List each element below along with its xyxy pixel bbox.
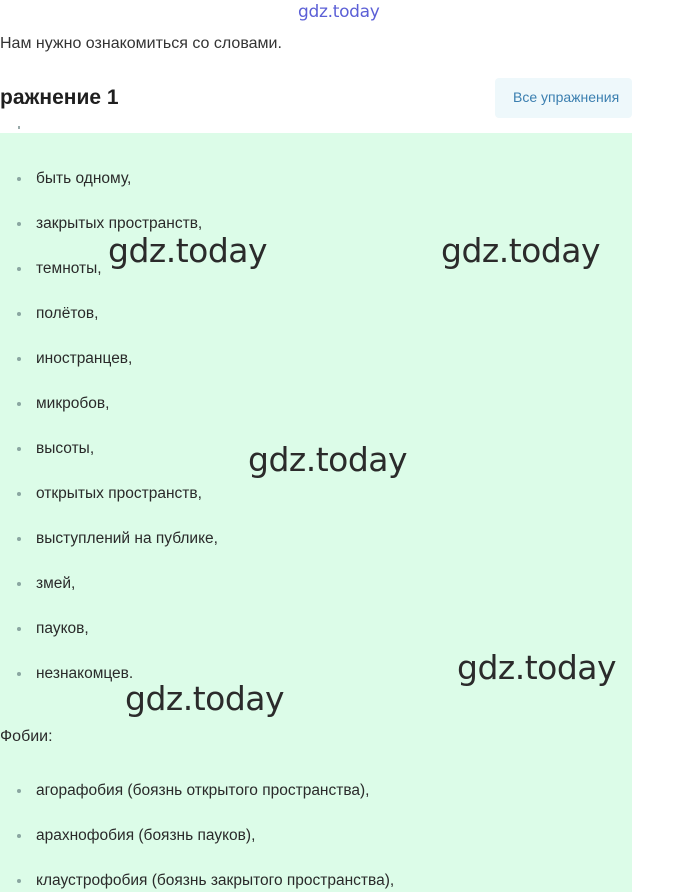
bullet-icon [17,879,21,883]
list-item-text: змей, [36,575,76,592]
bullet-icon [17,447,21,451]
bullet-icon [17,789,21,793]
list-item-text: пауков, [36,620,89,637]
list-item [0,349,218,394]
list-item-text: открытых пространств, [36,485,202,502]
phobias-list [0,781,394,892]
watermark: gdz.today [441,231,601,270]
intro-text: Нам нужно ознакомиться со словами. [0,35,282,52]
list-item-text: быть одному, [36,170,132,187]
list-item [0,781,394,826]
list-item-text: арахнофобия (боязнь пауков), [36,827,256,844]
watermark: gdz.today [457,648,617,687]
phobias-label: Фобии: [0,728,53,745]
list-item [0,439,218,484]
list-item-text: закрытых пространств, [36,215,203,232]
list-item [0,394,218,439]
bullet-icon [17,222,21,226]
watermark-top: gdz.today [298,2,380,22]
list-item [0,304,218,349]
list-item-text: выступлений на публике, [36,530,218,547]
bullet-icon [17,357,21,361]
list-item-text: незнакомцев. [36,665,134,682]
list-item [0,871,394,892]
bullet-icon [17,177,21,181]
bullet-icon [17,672,21,676]
list-item-text: иностранцев, [36,350,133,367]
list-item [0,529,218,574]
list-item [0,826,394,871]
list-item-text: высоты, [36,440,95,457]
exercise-title: ражнение 1 [0,86,119,109]
cut-off-bullet [18,126,20,129]
bullet-icon [17,267,21,271]
list-item-text: полётов, [36,305,99,322]
list-item [0,619,218,664]
bullet-icon [17,402,21,406]
watermark: gdz.today [248,440,408,479]
list-item-text: клаустрофобия (боязнь закрытого пространства), [36,872,395,889]
list-item-text: агорафобия (боязнь открытого пространства), [36,782,370,799]
watermark: gdz.today [125,679,285,718]
list-item [0,169,218,214]
list-item [0,574,218,619]
bullet-icon [17,312,21,316]
list-item [0,484,218,529]
all-exercises-button[interactable]: Все упражнения [495,78,632,118]
list-item-text: микробов, [36,395,110,412]
bullet-icon [17,834,21,838]
list-item-text: темноты, [36,260,102,277]
bullet-icon [17,537,21,541]
bullet-icon [17,627,21,631]
bullet-icon [17,582,21,586]
watermark: gdz.today [108,231,268,270]
bullet-icon [17,492,21,496]
